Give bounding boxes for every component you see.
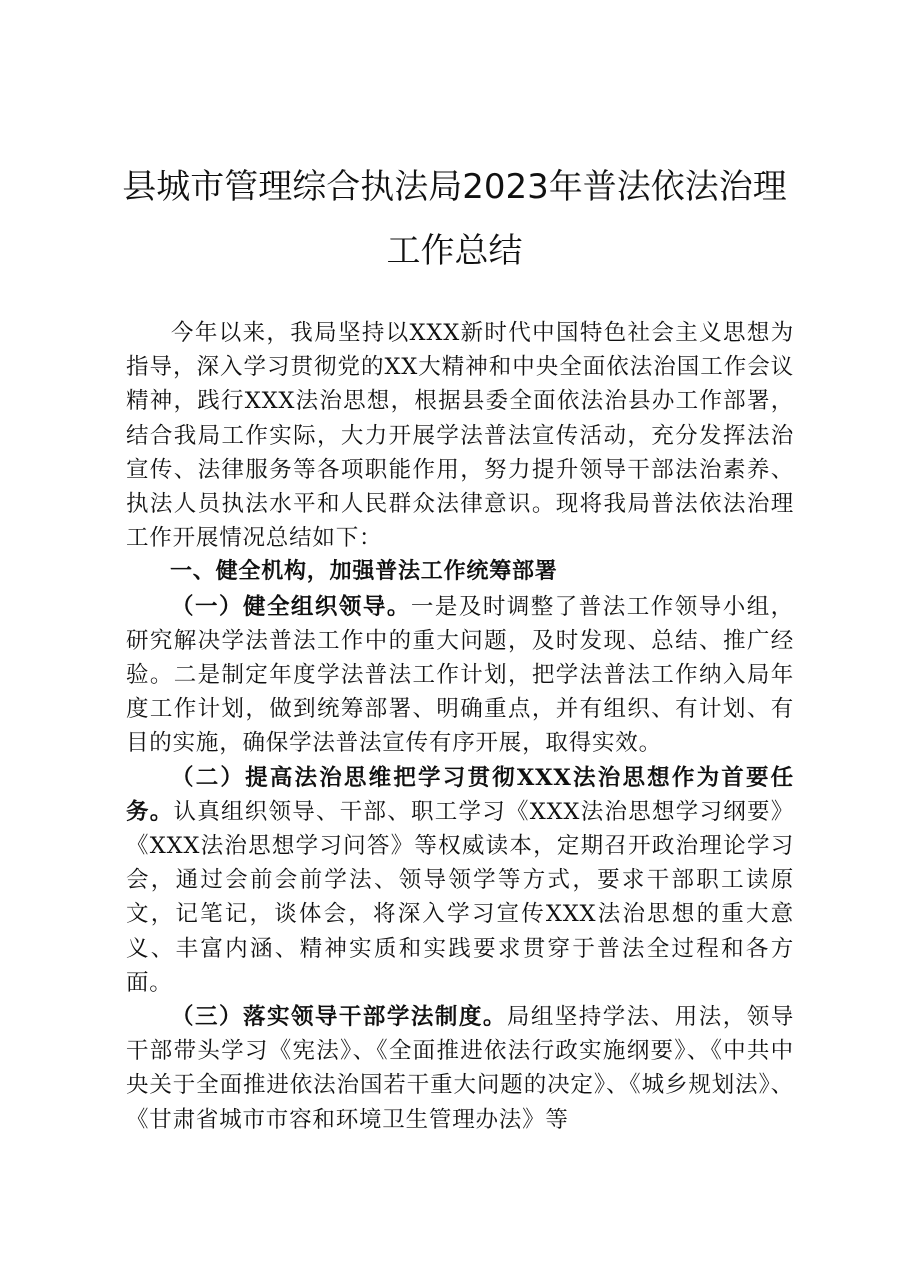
subsection-text-1: 一是及时调整了普法工作领导小组，研究解决学法普法工作中的重大问题，及时发现、总结、推广经验。二是制定年度学法普法工作计划，把学法普法工作纳入局年度工作计划，做到统筹部署、明确重点，并有组织、有计划、有目的实施，确保学法普法宣传有序开展，取得实效。 (126, 593, 794, 757)
subsection-paragraph-2 (126, 761, 794, 1000)
subsection-heading-3: （三）落实领导干部学法制度。 (171, 1004, 507, 1031)
subsection-paragraph-3 (126, 1000, 794, 1137)
intro-paragraph: 今年以来，我局坚持以XXX新时代中国特色社会主义思想为指导，深入学习贯彻党的XX大精神和中央全面依法治国工作会议精神，践行XXX法治思想，根据县委全面依法治县办工作部署，结合我局工作实际，大力开展学法普法宣传活动，充分发挥法治宣传、法律服务等各项职能作用，努力提升领导干部法治素养、执法人员执法水平和人民群众法律意识。现将我局普法依法治理工作开展情况总结如下： (126, 320, 794, 552)
section-heading-1: 一、健全机构，加强普法工作统筹部署 (170, 559, 558, 585)
subsection-text-2: 认真组织领导、干部、职工学习《XXX法治思想学习纲要》《XXX法治思想学习问答》等权威读本，定期召开政治理论学习会，通过会前会前学法、领导领学等方式，要求干部职工读原文，记笔记，谈体会，将深入学习宣传XXX法治思想的重大意义、丰富内涵、精神实质和实践要求贯穿于普法全过程和各方面。 (126, 798, 795, 996)
document-body (126, 316, 794, 1137)
subsection-heading-2: （二）提高法治思维把学习贯彻XXX法治思想作为首要任务。 (126, 764, 794, 825)
subsection-text-3: 局组坚持学法、用法，领导干部带头学习《宪法》、《全面推进依法行政实施纲要》、《中共中央关于全面推进依法治国若干重大问题的决定》、《城乡规划法》、《甘肃省城市市容和环境卫生管理办法》等 (126, 1004, 794, 1133)
subsection-heading-1: （一）健全组织领导。 (171, 593, 411, 620)
document-title: 县城市管理综合执法局2023年普法依法治理 (122, 167, 787, 207)
subsection-paragraph-1 (126, 590, 794, 761)
document-title-continued: 工作总结 (386, 231, 523, 271)
